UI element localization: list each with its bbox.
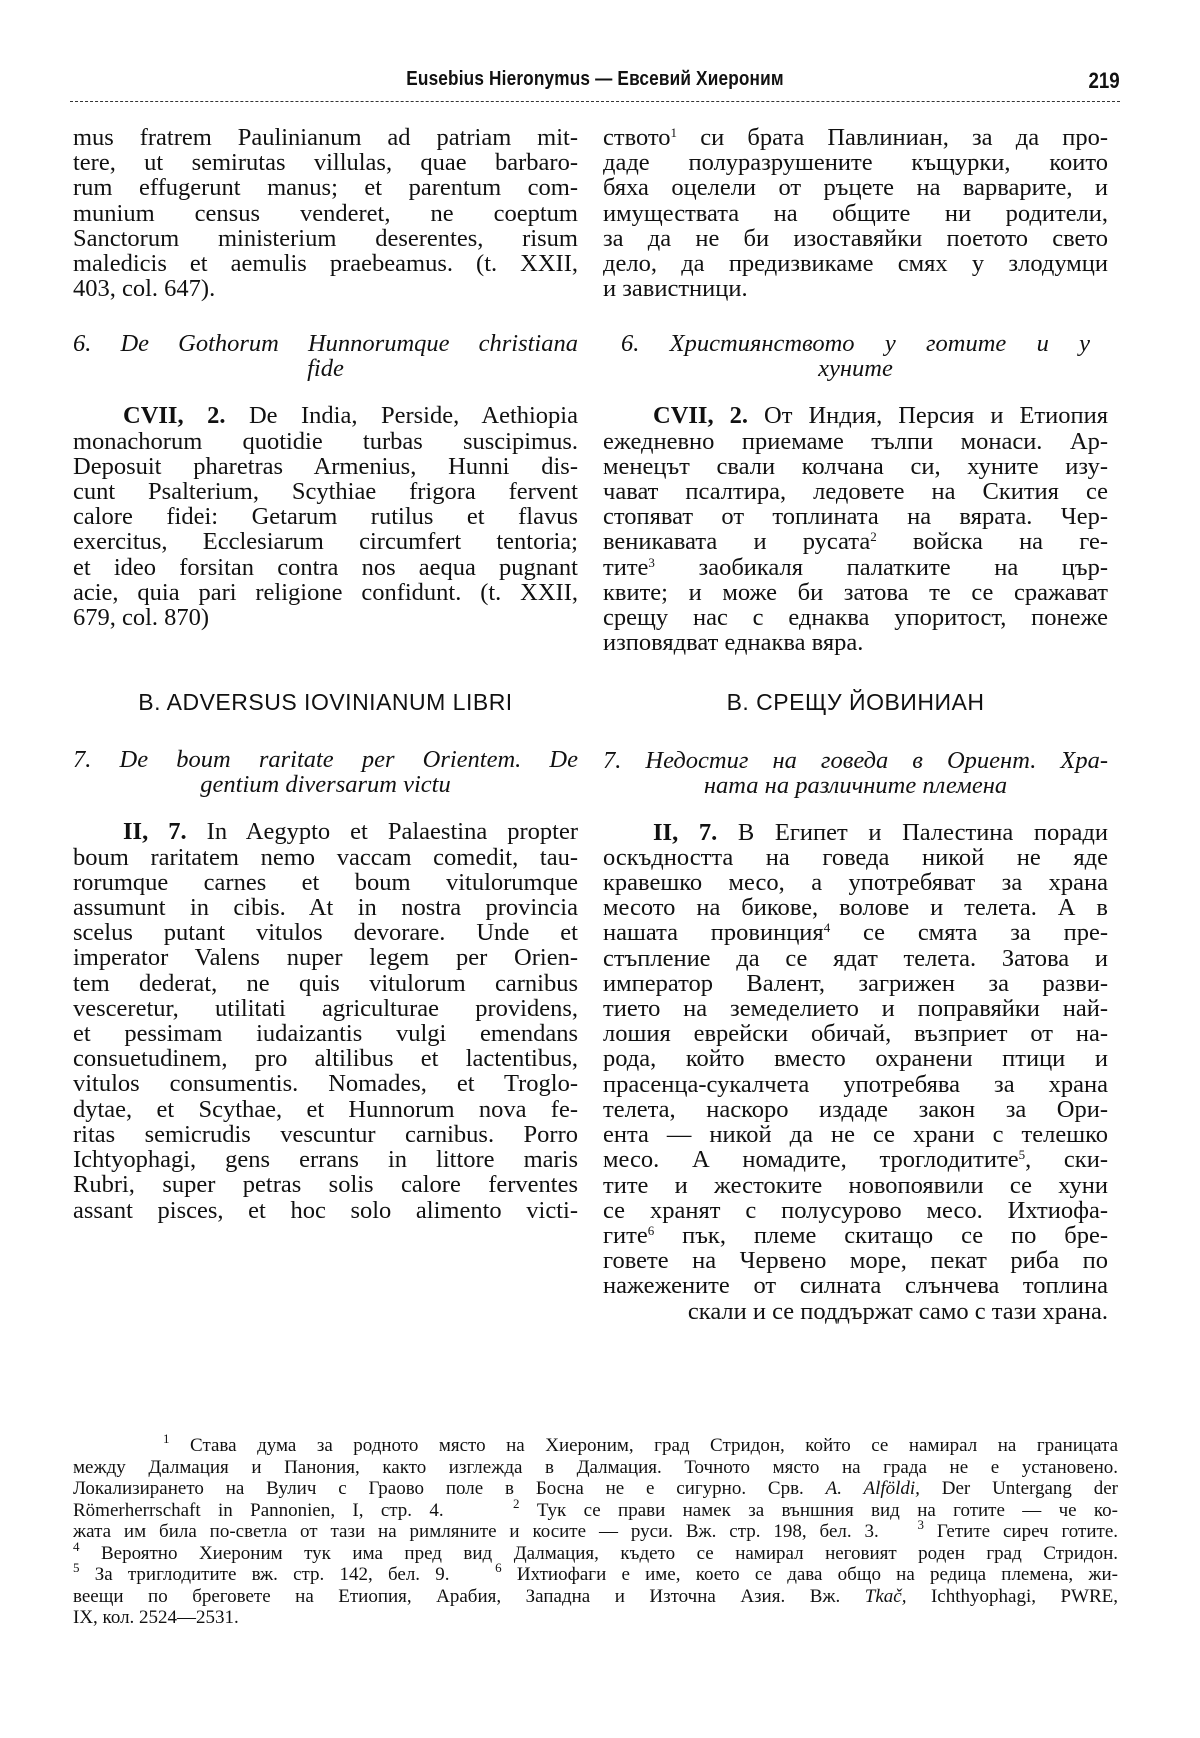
text-line: calore fidei: Getarum rutilus et flavus bbox=[73, 503, 578, 531]
text-line: нажежените от силната слънчева топлина bbox=[603, 1272, 1108, 1300]
text: За триглодитите вж. стр. 142, бел. 9. bbox=[79, 1564, 450, 1585]
footnote-number: 1 bbox=[163, 1431, 170, 1446]
text: месо. А номадите, троглодитите bbox=[603, 1146, 1019, 1174]
text-line: 679, col. 870) bbox=[73, 604, 210, 632]
running-title: Eusebius Hieronymus — Евсевий Хиероним bbox=[406, 68, 784, 90]
text-line: чават псалтира, ледовете на Скития се bbox=[603, 478, 1108, 506]
footnote-line: между Далмация и Панония, както изглежда в Далмация. Точното място на града не е установено. bbox=[73, 1456, 1118, 1478]
text-line: месото на бикове, волове и телета. А в bbox=[603, 894, 1108, 922]
text: Вероятно Хиероним тук има пред вид Далмация, където се намирал неговият роден град Стридон. bbox=[79, 1542, 1118, 1564]
heading-line: хуните bbox=[818, 355, 893, 383]
text: Локализирането на Вулич с Граово поле в Босна не е сигурно. Срв. bbox=[73, 1478, 826, 1499]
text-line: tere, ut semirutas villulas, quae barbaro- bbox=[73, 149, 578, 177]
text-line bbox=[73, 819, 578, 844]
text-line bbox=[603, 1147, 1108, 1172]
bulgarian-intro-paragraph bbox=[603, 125, 1108, 301]
footnote-marker[interactable]: 5 bbox=[1018, 1147, 1026, 1163]
text-line bbox=[603, 820, 1108, 845]
text-line: dytae, et Scythae, et Hunnorum nova fe- bbox=[73, 1095, 578, 1123]
bulgarian-column bbox=[603, 125, 1108, 1324]
citation-ref: CVII, 2. bbox=[123, 402, 226, 430]
text: От Индия, Персия и Етиопия bbox=[764, 402, 1108, 430]
bulgarian-heading-7 bbox=[603, 748, 1108, 798]
text-line: прасенца-сукалчета употребява за храна bbox=[603, 1070, 1108, 1098]
footnote-line bbox=[73, 1586, 1118, 1608]
text-line: assant pisces, et hoc solo alimento victi- bbox=[73, 1196, 578, 1224]
text: Ихтиофаги е име, което се дава общо на редица племена, жи- bbox=[501, 1564, 1119, 1585]
text: In Aegypto et Palaestina propter bbox=[206, 818, 578, 846]
text-line: assumunt in cibis. At in nostra provincia bbox=[73, 894, 578, 922]
text: ството bbox=[603, 124, 671, 151]
footnote-marker[interactable]: 3 bbox=[648, 554, 655, 570]
text-line: ента — никой да не се храни с телешко bbox=[603, 1121, 1108, 1149]
text-line: Ichtyophagi, gens errans in littore maris bbox=[73, 1146, 578, 1174]
text: Тук се прави намек за външния вид на готите — че ко- bbox=[519, 1499, 1119, 1521]
footnote-number: 2 bbox=[513, 1495, 520, 1511]
text: Ichthyophagi, PWRE, bbox=[906, 1585, 1119, 1607]
text: заобикаля палатките на цър- bbox=[654, 553, 1108, 581]
author-name: Tkač, bbox=[864, 1585, 907, 1607]
text-line: Rubri, super petras solis calore ferventes bbox=[73, 1171, 578, 1199]
text-line: Sanctorum ministerium deserentes, risum bbox=[73, 224, 578, 252]
text-line: бяха оцелели от ръцете на варварите, и bbox=[603, 174, 1108, 202]
footnote-line: IX, кол. 2524—2531. bbox=[73, 1607, 239, 1628]
text-line: vitulos consumentis. Nomades, et Troglo- bbox=[73, 1070, 578, 1098]
footnote-marker[interactable]: 1 bbox=[670, 125, 678, 140]
footnote-line bbox=[73, 1560, 1119, 1586]
footnote-marker[interactable]: 2 bbox=[870, 529, 877, 545]
author-name: A. Alföldi, bbox=[825, 1478, 920, 1499]
text-line: acie, quia pari religione confidunt. (t. XXII, bbox=[73, 578, 578, 606]
text-line: cunt Psalterium, Scythiae frigora fervent bbox=[73, 478, 578, 506]
text-line bbox=[603, 1223, 1108, 1248]
text-line: дело, да предизвикаме смях у злодумци bbox=[603, 250, 1108, 278]
text-line: consuetudinem, pro altilibus et lactentibus, bbox=[73, 1045, 578, 1073]
text-line: tem dederat, ne quis vitulorum carnibus bbox=[73, 969, 578, 997]
text: Römerherrschaft in Pannonien, I, стр. 4. bbox=[73, 1499, 444, 1521]
text: веникавата и русата bbox=[603, 528, 871, 556]
text-line: ежедневно приемаме тълпи монаси. Ар- bbox=[603, 427, 1108, 455]
heading-line: ната на различните племена bbox=[703, 771, 1008, 799]
text-line: за да не би изоставяйки поетото свето bbox=[603, 224, 1108, 252]
text-line: стопяват от топлината на вярата. Чер- bbox=[603, 503, 1108, 531]
text-line: scelus putant vitulos devorare. Unde et bbox=[73, 919, 578, 947]
heading-line: fide bbox=[307, 355, 344, 383]
text: Der Untergang der bbox=[919, 1478, 1119, 1499]
text-line: даде полуразрушените къщурки, които bbox=[603, 149, 1108, 177]
text-line: скали и се поддържат само с тази храна. bbox=[687, 1297, 1108, 1325]
text-line bbox=[603, 403, 1108, 428]
heading-line: 6. Християнството у готите и у bbox=[621, 330, 1090, 358]
text-line: и завистници. bbox=[603, 275, 748, 303]
text: нашата провинция bbox=[603, 919, 824, 947]
text-line bbox=[73, 403, 578, 428]
text-line: оскъдността на говеда никой не яде bbox=[603, 843, 1108, 871]
latin-intro-paragraph bbox=[73, 125, 578, 301]
bulgarian-paragraph-cvii-2 bbox=[603, 403, 1108, 655]
footnote-marker[interactable]: 4 bbox=[823, 920, 831, 936]
text-line: rum effugerunt manus; et parentum com- bbox=[73, 174, 578, 202]
text: В Египет и Палестина поради bbox=[737, 818, 1108, 846]
text-line: квите; и може би затова те се сражават bbox=[603, 578, 1108, 606]
footnote-number: 5 bbox=[73, 1560, 80, 1575]
footnote-line bbox=[73, 1495, 1119, 1522]
text: тите bbox=[603, 553, 649, 581]
text-line: 403, col. 647). bbox=[73, 275, 216, 303]
heading-line: 6. De Gothorum Hunnorumque christiana bbox=[73, 330, 578, 358]
latin-heading-6 bbox=[73, 331, 578, 381]
text-line: менецът свали колчана си, хуните изу- bbox=[603, 452, 1108, 480]
text: жата им била по-светла от тази на римляните и косите — руси. Вж. стр. 198, бел. 3. bbox=[73, 1521, 879, 1542]
text-line: кравешко месо, а употребяват за храна bbox=[603, 869, 1108, 897]
text-line: maledicis et aemulis praebeamus. (t. XXII, bbox=[73, 250, 578, 278]
text: гите bbox=[603, 1221, 648, 1249]
footnote-number: 6 bbox=[495, 1560, 502, 1575]
bulgarian-paragraph-ii-7 bbox=[603, 820, 1108, 1324]
citation-ref: CVII, 2. bbox=[653, 402, 748, 430]
text: пък, племе скитащо се по бре- bbox=[654, 1221, 1108, 1249]
text-line: munium census venderet, ne coeptum bbox=[73, 199, 578, 227]
latin-heading-7 bbox=[73, 747, 578, 797]
text: , ски- bbox=[1025, 1146, 1108, 1174]
footnote-line bbox=[73, 1431, 1119, 1457]
page-number: 219 bbox=[1088, 68, 1120, 93]
header-rule bbox=[70, 101, 1120, 102]
text-line: срещу нас с еднаква упоритост, понеже bbox=[603, 604, 1108, 632]
text-line: boum raritatem nemo vaccam comedit, tau- bbox=[73, 843, 578, 871]
latin-section-b-title: B. ADVERSUS IOVINIANUM LIBRI bbox=[138, 689, 513, 716]
citation-ref: II, 7. bbox=[653, 818, 718, 846]
text-line bbox=[603, 125, 1108, 150]
text-line: телета, наскоро издаде закон за Ори- bbox=[603, 1095, 1108, 1123]
latin-paragraph-ii-7 bbox=[73, 819, 578, 1222]
text-line: vesceretur, utilitati agriculturae providens, bbox=[73, 994, 578, 1022]
text-line: лошия еврейски обичай, възприет от на- bbox=[603, 1020, 1108, 1048]
bulgarian-section-b-title: B. СРЕЩУ ЙОВИНИАН bbox=[726, 689, 985, 716]
footnote-number: 4 bbox=[73, 1538, 80, 1554]
text-line: Deposuit pharetras Armenius, Hunni dis- bbox=[73, 452, 578, 480]
text-line: ritas semicrudis vescuntur carnibus. Porro bbox=[73, 1120, 578, 1148]
text-line: et pessimam iudaizantis vulgi emendans bbox=[73, 1020, 578, 1048]
text-line: тите и жестоките новопоявили се хуни bbox=[603, 1171, 1108, 1199]
text-line bbox=[603, 920, 1108, 945]
text-line: monachorum quotidie turbas suscipimus. bbox=[73, 427, 578, 455]
text-line: император Валент, загрижен за разви- bbox=[603, 969, 1108, 997]
footnote-line bbox=[73, 1538, 1118, 1565]
text-line: mus fratrem Paulinianum ad patriam mit- bbox=[73, 124, 578, 151]
footnote-marker[interactable]: 6 bbox=[647, 1222, 655, 1238]
heading-line: 7. Недостиг на говеда в Ориент. Хра- bbox=[603, 746, 1108, 774]
text-line: et ideo forsitan contra nos aequa pugnant bbox=[73, 553, 578, 581]
text: Става дума за родното място на Хиероним, град Стридон, който се намирал на границата bbox=[190, 1435, 1119, 1456]
text-line: се хранят с полусурово месо. Ихтиофа- bbox=[603, 1196, 1108, 1224]
text-line: exercitus, Ecclesiarum circumfert tentoria; bbox=[73, 528, 578, 556]
footnote-line bbox=[73, 1478, 1118, 1500]
text: войска на ге- bbox=[876, 528, 1108, 556]
footnotes bbox=[73, 1431, 1119, 1629]
text: De India, Perside, Aethiopia bbox=[248, 402, 578, 430]
text-line: тието на земеделието и поправяйки най- bbox=[603, 995, 1108, 1023]
heading-line: gentium diversarum victu bbox=[200, 771, 451, 799]
text-line: имуществата на общите ни родители, bbox=[603, 199, 1108, 227]
text-line: rorumque carnes et boum vitulorumque bbox=[73, 868, 578, 896]
text-line bbox=[603, 555, 1108, 580]
footnote-line bbox=[73, 1517, 1119, 1543]
bulgarian-heading-6 bbox=[603, 331, 1108, 381]
latin-column bbox=[73, 125, 578, 1223]
latin-paragraph-cvii-2 bbox=[73, 403, 578, 630]
text-line bbox=[603, 529, 1108, 554]
page-header bbox=[70, 68, 1120, 102]
text: си брата Павлиниан, за да про- bbox=[677, 124, 1108, 151]
text-line: стъпление да се ядат телета. Затова и bbox=[603, 944, 1108, 972]
text-line: imperator Valens nuper legem per Orien- bbox=[73, 944, 578, 972]
text: се смята за пре- bbox=[830, 919, 1108, 947]
text-line: говете на Червено море, пекат риба по bbox=[603, 1247, 1108, 1275]
heading-line: 7. De boum raritate per Orientem. De bbox=[73, 746, 578, 774]
citation-ref: II, 7. bbox=[123, 818, 187, 846]
footnote-number: 3 bbox=[917, 1517, 924, 1532]
text-line: рода, който вместо охранени птици и bbox=[603, 1045, 1108, 1073]
text: Гетите сиреч готите. bbox=[924, 1521, 1119, 1542]
text-line: изповядват еднаква вяра. bbox=[603, 629, 864, 657]
text: веещи по бреговете на Етиопия, Арабия, Западна и Източна Азия. Вж. bbox=[73, 1585, 865, 1607]
